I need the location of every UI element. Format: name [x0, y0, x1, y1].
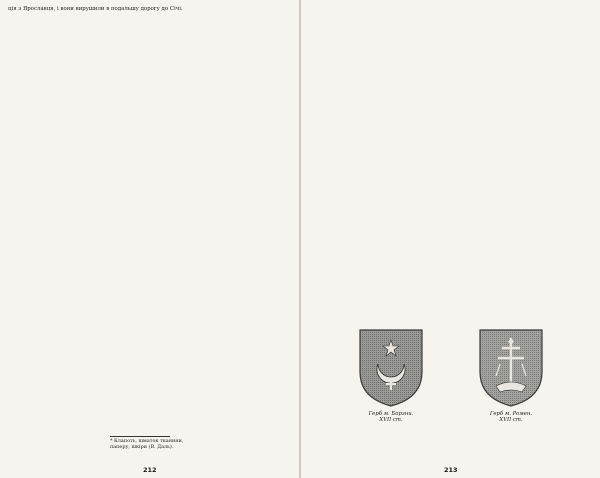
- footnote: * Клапоть, шматок тканини, паперу, шкіри (В. Даль).: [110, 438, 184, 450]
- emblem-romny: [471, 326, 551, 424]
- coat-of-arms-borzna-icon: [356, 326, 426, 408]
- coat-of-arms-romny-icon: [476, 326, 546, 408]
- right-page: [301, 0, 600, 478]
- paragraph: ція з Ярославця, і вони вирушили в подальшу дорогу до Січі.: [8, 6, 183, 12]
- page-number-left: 212: [143, 466, 157, 474]
- page-number-right: 213: [444, 466, 458, 474]
- emblem-borzna: [351, 326, 431, 424]
- emblem-caption: Герб м. Борзни. XVII ст.: [368, 411, 414, 424]
- footnote-divider: [110, 436, 170, 437]
- left-page: [0, 0, 299, 478]
- emblem-caption: Герб м. Ромен. XVII ст.: [489, 411, 533, 424]
- left-page-text: [8, 6, 289, 13]
